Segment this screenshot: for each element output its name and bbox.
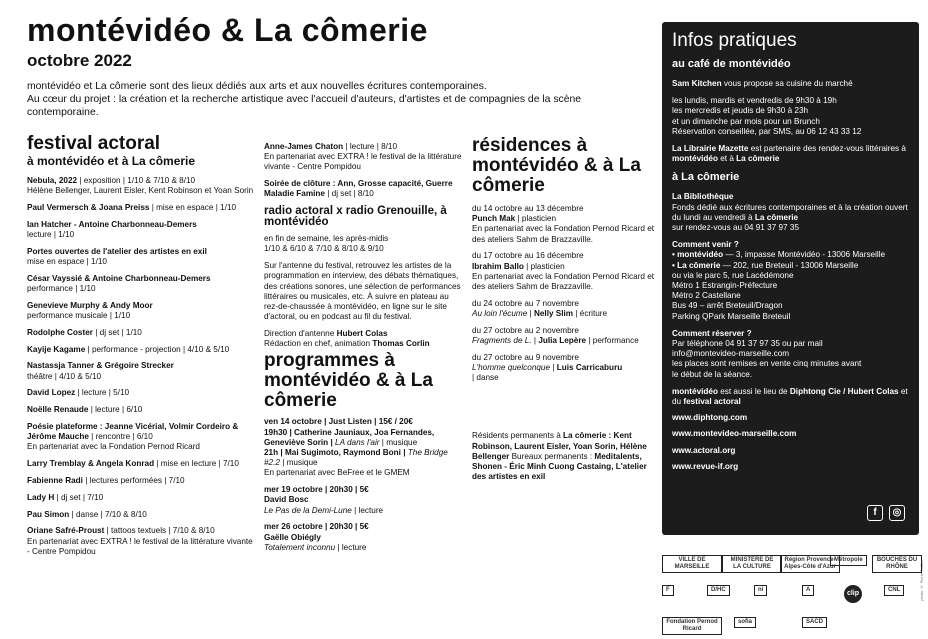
page-title: montévidéo & La cômerie xyxy=(27,12,428,48)
festival-entry: Rodolphe Coster | dj set | 1/10 xyxy=(27,327,142,337)
festival-subtitle: à montévidéo et à La cômerie xyxy=(27,154,196,168)
f-logo-label: F xyxy=(662,585,674,596)
festival-entry: César Vayssié & Antoine Charbonneau-Demers performance | 1/10 xyxy=(27,273,211,293)
a-logo xyxy=(802,585,814,596)
radio-when: en fin de semaine, les après-midis 1/10 & 6/10 & 7/10 & 8/10 & 9/10 xyxy=(264,234,389,254)
social-links xyxy=(867,505,905,521)
a-logo-label: A xyxy=(802,585,814,596)
photo-credit: photo © Pierre Tuillier xyxy=(919,560,924,601)
festival-entry: Larry Tremblay & Angela Konrad | mise en lecture | 7/10 xyxy=(27,459,239,469)
site-link-actoral[interactable]: www.actoral.org xyxy=(672,445,736,455)
festival-entry: Portes ouvertes de l'atelier des artistes en exil mise en espace | 1/10 xyxy=(27,246,207,266)
ville-de-marseille-logo xyxy=(662,555,722,573)
page-subtitle: octobre 2022 xyxy=(27,51,132,70)
radio-credits: Direction d'antenne Hubert Colas Rédaction en chef, animation Thomas Corlin xyxy=(264,329,430,349)
region-sud-logo-label: Région Provence-Alpes-Côte d'Azur xyxy=(780,555,840,573)
festival-entry: Pau Simon | danse | 7/10 & 8/10 xyxy=(27,509,147,519)
infos-title: Infos pratiques xyxy=(672,30,797,51)
cnl-logo xyxy=(884,585,904,596)
residence-2: du 17 octobre au 16 décembre Ibrahim Ballo | plasticien En partenariat avec la Fondation Pernod Ricard et des ateliers Sahm de Brazzaville. xyxy=(472,251,655,292)
comerie-title: à La cômerie xyxy=(672,171,740,184)
festival-entry: Ian Hatcher - Antoine Charbonneau-Demers lecture | 1/10 xyxy=(27,219,197,239)
radio-desc: Sur l'antenne du festival, retrouvez les artistes de la programmation en interview, des débats thématiques, des créations sonores, une sélection de performances littéraires ou musicales, etc. À suivre en plateau au rez-de-chaussée à montévidéo, en ligne sur le site d'actoral, ou en podcast au fil du festival. xyxy=(264,261,461,322)
festival-entry: Poésie plateforme : Jeanne Vicérial, Volmir Cordeiro & Jérôme Mauche | rencontre | 6/10 En partenariat avec la Fondation Pernod Ricard xyxy=(27,421,239,452)
festival-column xyxy=(27,134,255,564)
programmes-title: programmes à montévidéo & à La cômerie xyxy=(264,350,433,412)
chaton-entry: Anne-James Chaton | lecture | 8/10 En partenariat avec EXTRA ! le festival de la littérature vivante - Centre Pompidou xyxy=(264,142,462,172)
programme-event-1: ven 14 octobre | Just Listen | 15€ / 20€ 19h30 | Catherine Jauniaux, Joa Fernandes, Geneviève Sorin | LA dans l'air | musique 21h | Mai Sugimoto, Raymond Boni | The Bridge #2.2 | musique En partenariat avec BeFree et le GMEM xyxy=(264,417,448,478)
festival-entry: Lady H | dj set | 7/10 xyxy=(27,492,104,502)
cafe-intro: Sam Kitchen vous propose sa cuisine du marché xyxy=(672,79,853,88)
clip-logo xyxy=(844,585,862,603)
permanents-text: Résidents permanents à La cômerie : Kent Robinson, Laurent Eisler, Yoan Sorin, Hélène Bellenger Bureaux permanents : Meditalents, Shonen - Éric Minh Cuong Castaing, L'atelier des artistes en exil xyxy=(472,431,647,482)
metropole-logo-label: Métropole xyxy=(830,555,867,566)
festival-entry: David Lopez | lecture | 5/10 xyxy=(27,388,130,398)
festival-title: festival actoral xyxy=(27,133,161,154)
instagram-icon[interactable]: ◎ xyxy=(889,505,905,521)
bouches-du-rhone-logo xyxy=(872,555,922,573)
fondation-pernod-ricard-logo-label: Fondation Pernod Ricard xyxy=(662,617,722,635)
metropole-logo xyxy=(830,555,867,566)
f-logo xyxy=(662,585,674,596)
bouches-du-rhone-logo-label: BOUCHES DU RHÔNE xyxy=(872,555,922,573)
middle-column xyxy=(264,142,464,560)
cafe-hours: les lundis, mardis et vendredis de 9h30 à 19h les mercredis et jeudis de 9h30 à 23h et un dimanche par mois pour un Brunch Réservation conseillée, par SMS, au 06 12 43 33 12 xyxy=(672,96,862,136)
festival-entry: Oriane Safré-Proust | tattoos textuels | 7/10 & 8/10 En partenariat avec EXTRA ! le festival de la littérature vivante - Centre Pompidou xyxy=(27,526,253,556)
intro-line-2: Au cœur du projet : la création et la recherche artistique avec l'accueil d'auteurs, d'artistes et de compagnies de la scène contemporaine. xyxy=(27,94,582,118)
residence-1: du 14 octobre au 13 décembre Punch Mak | plasticien En partenariat avec la Fondation Pernod Ricard et des ateliers Sahm de Brazzaville. xyxy=(472,204,655,244)
also-text: montévidéo est aussi le lieu de Diphtong Cie / Hubert Colas et du festival actoral xyxy=(672,386,908,407)
intro-text xyxy=(27,80,647,119)
cafe-title: au café de montévidéo xyxy=(672,58,791,70)
festival-entry: Noëlle Renaude | lecture | 6/10 xyxy=(27,405,143,415)
festival-list xyxy=(27,176,255,557)
ni-logo xyxy=(754,585,767,596)
residence-3: du 24 octobre au 7 novembre Au loin l'écume | Nelly Slim | écriture xyxy=(472,298,608,319)
infos-panel xyxy=(662,22,919,535)
ministere-culture-logo-label: MINISTÈRE DE LA CULTURE xyxy=(722,555,782,573)
sofia-logo-label: sofia xyxy=(734,617,756,628)
ni-logo-label: ni xyxy=(754,585,767,596)
ministere-culture-logo xyxy=(722,555,782,573)
festival-entry: Fabienne Radi | lectures performées | 7/10 xyxy=(27,475,185,485)
festival-entry: Genevieve Murphy & Andy Moor performance musicale | 1/10 xyxy=(27,300,153,320)
site-link-montevideo[interactable]: www.montevideo-marseille.com xyxy=(672,429,797,439)
comment-reserver: Comment réserver ? Par téléphone 04 91 37 97 35 ou par mail info@montevideo-marseille.com les places sont remises en vente cinq minutes avant le début de la séance. xyxy=(672,328,862,379)
comment-venir: Comment venir ? • montévidéo — 3, impasse Montévidéo - 13006 Marseille • La cômerie — 202, rue Breteuil - 13006 Marseille ou via le parc 5, rue Lacédémone Métro 1 Estrangin-Préfecture Métro 2 Castellane Bus 49 – arrêt Breteuil/Dragon Parking QPark Marseille Breteuil xyxy=(672,240,886,321)
sofia-logo xyxy=(734,617,756,628)
librairie-text: La Librairie Mazette est partenaire des rendez-vous littéraires à montévidéo et à La cômerie xyxy=(672,144,906,164)
festival-entry: Paul Vermersch & Joana Preiss | mise en espace | 1/10 xyxy=(27,203,237,212)
cnl-logo-label: CNL xyxy=(884,585,904,596)
facebook-icon[interactable]: f xyxy=(867,505,883,521)
festival-entry: Kayije Kagame | performance - projection | 4/10 & 5/10 xyxy=(27,344,230,354)
intro-line-1: montévidéo et La cômerie sont des lieux dédiés aux arts et aux nouvelles écritures contemporaines. xyxy=(27,81,487,92)
ville-de-marseille-logo-label: VILLE DE MARSEILLE xyxy=(662,555,722,573)
residence-4: du 27 octobre au 2 novembre Fragments de L. | Julia Lepère | performance xyxy=(472,325,639,346)
festival-entry: Nebula, 2022 | exposition | 1/10 & 7/10 & 8/10 Hélène Bellenger, Laurent Eisler, Kent Robinson et Yoan Sorin xyxy=(27,176,254,196)
dhc-logo-label: D/HC xyxy=(707,585,730,596)
radio-title: radio actoral x radio Grenouille, à montévidéo xyxy=(264,205,447,229)
residence-5: du 27 octobre au 9 novembre L'homme quelconque | Luis Carricaburu | danse xyxy=(472,352,623,383)
festival-entry: Nastassja Tanner & Grégoire Strecker théâtre | 4/10 & 5/10 xyxy=(27,361,174,381)
residences-title: résidences à montévidéo & à La cômerie xyxy=(472,135,641,196)
programme-event-3: mer 26 octobre | 20h30 | 5€ Gaëlle Obiégly Totalement inconnu | lecture xyxy=(264,522,369,552)
clip-logo-label: clip xyxy=(844,585,862,603)
cloture-entry: Soirée de clôture : Ann, Grosse capacité, Guerre Maladie Famine | dj set | 8/10 xyxy=(264,179,453,199)
sacd-logo xyxy=(802,617,827,628)
partner-logos xyxy=(662,555,922,639)
site-link-revue-if[interactable]: www.revue-if.org xyxy=(672,461,739,471)
sacd-logo-label: SACD xyxy=(802,617,827,628)
site-link-diphtong[interactable]: www.diphtong.com xyxy=(672,413,748,423)
programme-event-2: mer 19 octobre | 20h30 | 5€ David Bosc Le Pas de la Demi-Lune | lecture xyxy=(264,485,384,515)
dhc-logo xyxy=(707,585,730,596)
residences-column xyxy=(472,136,662,489)
bibliotheque: La Bibliothèque Fonds dédié aux écritures contemporaines et à la création ouvert du lundi au vendredi à La cômerie sur rendez-vous au 04 91 37 97 35 xyxy=(672,192,908,233)
fondation-pernod-ricard-logo xyxy=(662,617,722,635)
